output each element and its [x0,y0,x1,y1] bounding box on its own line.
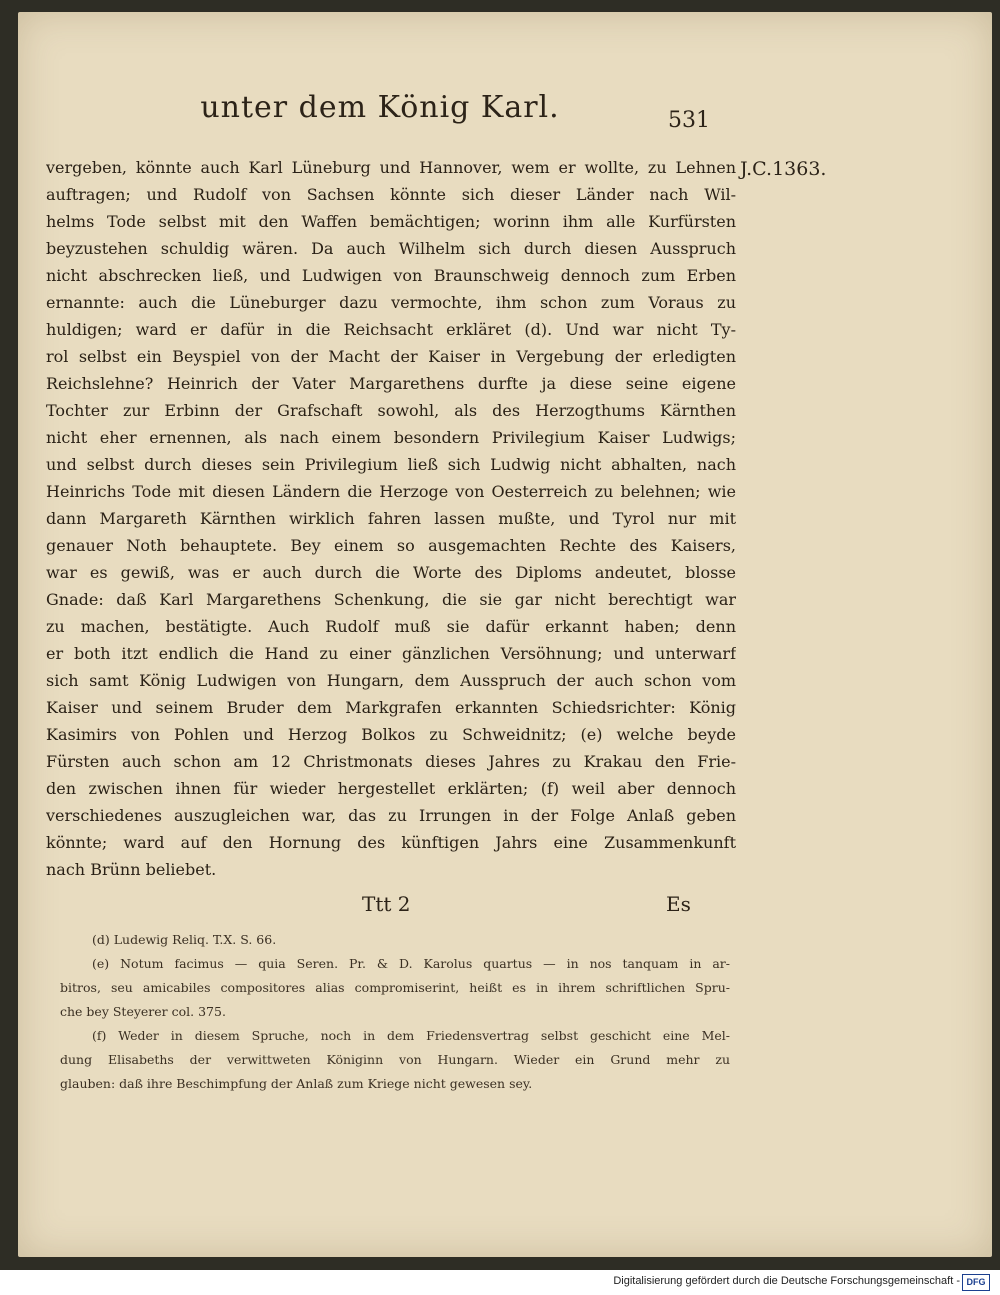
text-line: vergeben, könnte auch Karl Lüneburg und Hannover, wem er wollte, zu Lehnen [46,158,736,177]
text-line: Fürsten auch schon am 12 Christmonats dieses Jahres zu Krakau den Frie- [46,752,736,771]
footnote-e-line: bitros, seu amicabiles compositores alias compromiserint, heißt es in ihrem schriftlichen Spru- [60,980,730,995]
text-line: Gnade: daß Karl Margarethens Schenkung, die sie gar nicht berechtigt war [46,590,736,609]
text-line: helms Tode selbst mit den Waffen bemächtigen; worinn ihm alle Kurfürsten [46,212,736,231]
footnotes-block [60,928,730,1096]
catchword: Es [666,892,691,916]
signature-mark: Ttt 2 [362,892,411,916]
footnote-f-line: (f) Weder in diesem Spruche, noch in dem Friedensvertrag selbst geschicht eine Mel- [92,1028,730,1043]
footnote-f-line: dung Elisabeths der verwittweten Königinn von Hungarn. Wieder ein Grund mehr zu [60,1052,730,1067]
text-line: den zwischen ihnen für wieder hergestellet erklärten; (f) weil aber dennoch [46,779,736,798]
text-line: nicht abschrecken ließ, und Ludwigen von Braunschweig dennoch zum Erben [46,266,736,285]
text-line: Reichslehne? Heinrich der Vater Margarethens durfte ja diese seine eigene [46,374,736,393]
footnote-e-line: (e) Notum facimus — quia Seren. Pr. & D. Karolus quartus — in nos tanquam in ar- [92,956,730,971]
text-line: sich samt König Ludwigen von Hungarn, dem Ausspruch der auch schon vom [46,671,736,690]
text-line: ernannte: auch die Lüneburger dazu vermochte, ihm schon zum Voraus zu [46,293,736,312]
page-number: 531 [668,108,710,133]
digitization-footer [0,1270,1000,1295]
text-line: dann Margareth Kärnthen wirklich fahren lassen mußte, und Tyrol nur mit [46,509,736,528]
text-line: huldigen; ward er dafür in die Reichsacht erkläret (d). Und war nicht Ty- [46,320,736,339]
funding-credit: Digitalisierung gefördert durch die Deutsche Forschungsgemeinschaft - [613,1275,960,1287]
text-line: er both itzt endlich die Hand zu einer gänzlichen Versöhnung; und unterwarf [46,644,736,663]
text-line: könnte; ward auf den Hornung des künftigen Jahrs eine Zusammenkunft [46,833,736,852]
text-line: beyzustehen schuldig wären. Da auch Wilhelm sich durch diesen Ausspruch [46,239,736,258]
footnote-e-line: che bey Steyerer col. 375. [60,1004,226,1019]
text-line: war es gewiß, was er auch durch die Worte des Diploms andeutet, blosse [46,563,736,582]
text-line: Kasimirs von Pohlen und Herzog Bolkos zu Schweidnitz; (e) welche beyde [46,725,736,744]
text-line: zu machen, bestätigte. Auch Rudolf muß sie dafür erkannt haben; denn [46,617,736,636]
text-line: verschiedenes auszugleichen war, das zu Irrungen in der Folge Anlaß geben [46,806,736,825]
text-line: genauer Noth behauptete. Bey einem so ausgemachten Rechte des Kaisers, [46,536,736,555]
text-line: Kaiser und seinem Bruder dem Markgrafen erkannten Schiedsrichter: König [46,698,736,717]
marginal-date-note: J.C.1363. [740,158,827,180]
text-line: Tochter zur Erbinn der Grafschaft sowohl, als des Herzogthums Kärnthen [46,401,736,420]
running-head: unter dem König Karl. [200,90,560,125]
catchword-row [0,892,1000,922]
footnote-d: (d) Ludewig Reliq. T.X. S. 66. [92,932,277,947]
text-line: rol selbst ein Beyspiel von der Macht der Kaiser in Vergebung der erledigten [46,347,736,366]
text-line: Heinrichs Tode mit diesen Ländern die Herzoge von Oesterreich zu belehnen; wie [46,482,736,501]
text-line: und selbst durch dieses sein Privilegium ließ sich Ludwig nicht abhalten, nach [46,455,736,474]
dfg-logo-icon[interactable]: DFG [962,1274,990,1291]
text-line: nicht eher ernennen, als nach einem besondern Privilegium Kaiser Ludwigs; [46,428,736,447]
footnote-f-line: glauben: daß ihre Beschimpfung der Anlaß zum Kriege nicht gewesen sey. [60,1076,533,1091]
main-text-block [46,154,736,883]
text-line: auftragen; und Rudolf von Sachsen könnte sich dieser Länder nach Wil- [46,185,736,204]
text-line: nach Brünn beliebet. [46,860,217,879]
